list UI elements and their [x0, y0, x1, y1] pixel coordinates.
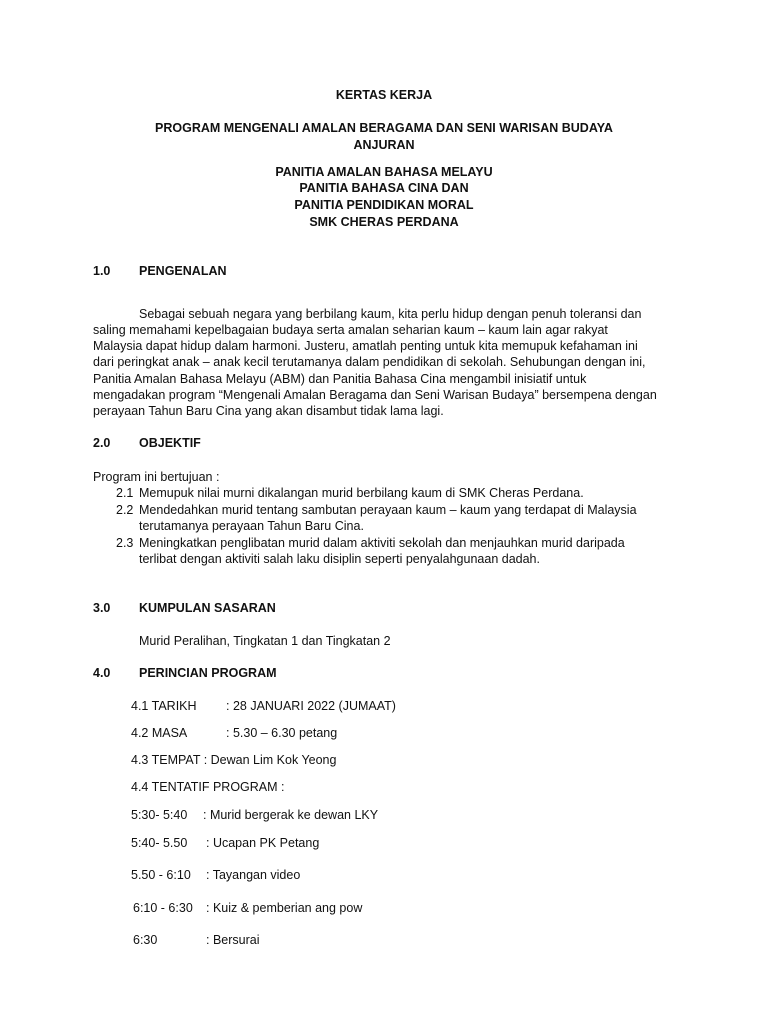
paragraph-line: saling memahami kepelbagaian budaya serta amalan seharian kaum – kaum lain agar rakyat — [93, 323, 608, 337]
section-number: 4.0 — [93, 666, 111, 680]
objective-number: 2.1 — [116, 486, 134, 500]
paragraph-line: perayaan Tahun Baru Cina yang akan disambut tidak lama lagi. — [93, 404, 444, 418]
paragraph-line: dari peringkat anak – anak kecil terutamanya dalam pendidikan di sekolah. Sehubungan dengan ini, — [93, 355, 646, 369]
section-number: 1.0 — [93, 264, 111, 278]
paragraph-line: Panitia Amalan Bahasa Melayu (ABM) dan Panitia Bahasa Cina mengambil inisiatif untuk — [93, 372, 587, 386]
section-heading: KUMPULAN SASARAN — [139, 601, 276, 615]
organizer-line: PANITIA BAHASA CINA DAN — [299, 181, 469, 195]
organizer-line: PANITIA PENDIDIKAN MORAL — [294, 198, 474, 212]
section-number: 2.0 — [93, 436, 111, 450]
objective-text: terlibat dengan aktiviti salah laku disiplin seperti penyalahgunaan dadah. — [139, 552, 540, 566]
schedule-activity: : Kuiz & pemberian ang pow — [206, 901, 363, 915]
section-heading: PERINCIAN PROGRAM — [139, 666, 277, 680]
schedule-activity: : Ucapan PK Petang — [206, 836, 320, 850]
objective-intro: Program ini bertujuan : — [93, 470, 220, 484]
program-title: PROGRAM MENGENALI AMALAN BERAGAMA DAN SENI WARISAN BUDAYA — [155, 121, 613, 135]
schedule-activity: : Murid bergerak ke dewan LKY — [203, 808, 379, 822]
paragraph-line: Malaysia dapat hidup dalam harmoni. Justeru, amatlah penting untuk kita memupuk kefahaman ini — [93, 339, 638, 353]
schedule-time: 5:40- 5.50 — [131, 836, 188, 850]
organizer-heading: ANJURAN — [353, 138, 415, 152]
schedule-time: 6:30 — [133, 933, 158, 947]
date-label: 4.1 TARIKH — [131, 699, 197, 713]
document-title: KERTAS KERJA — [335, 88, 433, 102]
paragraph-line: mengadakan program “Mengenali Amalan Beragama dan Seni Warisan Budaya” bersempena dengan — [93, 388, 657, 402]
school-name: SMK CHERAS PERDANA — [309, 215, 459, 229]
venue-text: 4.3 TEMPAT : Dewan Lim Kok Yeong — [131, 753, 337, 767]
section-number: 3.0 — [93, 601, 111, 615]
schedule-activity: : Bersurai — [206, 933, 260, 947]
paragraph-line: Sebagai sebuah negara yang berbilang kaum, kita perlu hidup dengan penuh toleransi dan — [139, 307, 642, 321]
time-value: : 5.30 – 6.30 petang — [226, 726, 338, 740]
objective-number: 2.2 — [116, 503, 134, 517]
objective-text: Mendedahkan murid tentang sambutan perayaan kaum – kaum yang terdapat di Malaysia — [139, 503, 637, 517]
schedule-time: 5:30- 5:40 — [131, 808, 188, 822]
objective-number: 2.3 — [116, 536, 134, 550]
section-heading: OBJEKTIF — [139, 436, 201, 450]
schedule-time: 6:10 - 6:30 — [133, 901, 193, 915]
target-group-text: Murid Peralihan, Tingkatan 1 dan Tingkatan 2 — [139, 634, 391, 648]
schedule-heading: 4.4 TENTATIF PROGRAM : — [131, 780, 285, 794]
objective-text: terutamanya perayaan Tahun Baru Cina. — [139, 519, 364, 533]
schedule-activity: : Tayangan video — [206, 868, 301, 882]
schedule-time: 5.50 - 6:10 — [131, 868, 191, 882]
section-heading: PENGENALAN — [139, 264, 227, 278]
organizer-line: PANITIA AMALAN BAHASA MELAYU — [275, 165, 493, 179]
date-value: : 28 JANUARI 2022 (JUMAAT) — [226, 699, 396, 713]
objective-text: Meningkatkan penglibatan murid dalam aktiviti sekolah dan menjauhkan murid daripada — [139, 536, 625, 550]
time-label: 4.2 MASA — [131, 726, 188, 740]
objective-text: Memupuk nilai murni dikalangan murid berbilang kaum di SMK Cheras Perdana. — [139, 486, 584, 500]
